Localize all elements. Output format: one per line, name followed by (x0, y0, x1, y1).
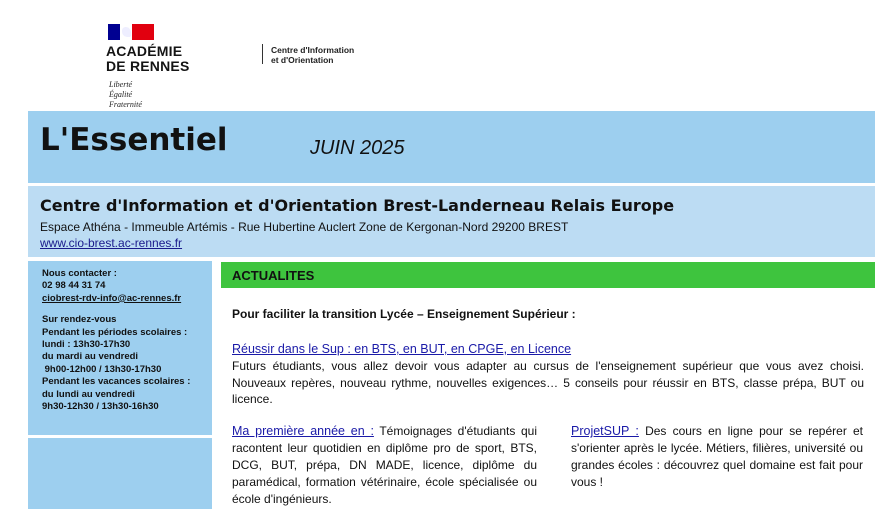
holidays-label: Pendant les vacances scolaires : (42, 376, 191, 388)
reussir-sup-text: Futurs étudiants, vous allez devoir vous adapter au cursus de l'enseignement supérieur que vous avez choisi. Nouveaux repères, nouveau rythme, nouvelles exigences… 5 conseils pour réussir en BTS, classe prépa, BUT ou licence. (232, 359, 864, 406)
marianne-flag-logo (108, 24, 154, 40)
first-year-article (232, 423, 537, 508)
service-line2: et d'Orientation (271, 55, 334, 65)
service-line1: Centre d'Information (271, 45, 355, 55)
academie-line1: ACADÉMIE (106, 43, 183, 59)
contact-details (42, 268, 190, 413)
academie-line2: DE RENNES (106, 58, 190, 74)
first-year-link[interactable]: Ma première année en : (232, 424, 374, 438)
news-section-bar (221, 262, 875, 288)
reussir-sup-link[interactable]: Réussir dans le Sup : en BTS, en BUT, en CPGE, en Licence (232, 342, 572, 356)
news-section-title: ACTUALITES (232, 268, 315, 283)
rdv-label: Sur rendez-vous (42, 314, 117, 326)
motto-egalite: Égalité (109, 90, 133, 99)
first-year-text: Témoignages d'étudiants qui racontent leur quotidien en diplôme pro de sport, BTS, DCG, BUT, prépa, DN MADE, licence, diplôme du paramédical, formation vétérinaire, école spécialisée ou école d'ingénieurs. (232, 424, 537, 506)
contact-label: Nous contacter : (42, 268, 117, 279)
contact-email-link[interactable]: ciobrest-rdv-info@ac-rennes.fr (42, 292, 182, 304)
newsletter-title: L'Essentiel (40, 122, 228, 158)
centre-website-link[interactable]: www.cio-brest.ac-rennes.fr (40, 236, 183, 250)
news-intro: Pour faciliter la transition Lycée – Enseignement Supérieur : (232, 307, 576, 321)
academie-logo-text (106, 44, 189, 74)
projetsup-link[interactable]: ProjetSUP : (571, 424, 639, 438)
motto-fraternite: Fraternité (109, 100, 142, 109)
projetsup-article (571, 423, 863, 491)
issue-date: JUIN 2025 (310, 137, 405, 159)
school-periods-label: Pendant les périodes scolaires : (42, 326, 188, 338)
projetsup-text: Des cours en ligne pour se repérer et s'orienter après le lycée. Métiers, filières, université ou grandes écoles : découvrez quel domaine est fait pour vous ! (571, 424, 863, 489)
contact-phone: 02 98 44 31 74 (42, 280, 106, 292)
tue-fri-label: du mardi au vendredi (42, 351, 139, 363)
republic-motto (109, 80, 142, 110)
mon-fri-label: du lundi au vendredi (42, 388, 135, 400)
centre-name: Centre d'Information et d'Orientation Brest-Landerneau Relais Europe (40, 196, 675, 215)
sidebar-lower-panel (28, 438, 212, 509)
mon-fri-hours: 9h30-12h30 / 13h30-16h30 (42, 401, 159, 413)
centre-address: Espace Athéna - Immeuble Artémis - Rue Hubertine Auclert Zone de Kergonan-Nord 29200 BREST (40, 220, 569, 234)
service-name (271, 45, 354, 65)
logo-separator (262, 44, 263, 64)
tue-fri-hours: 9h00-12h00 / 13h30-17h30 (42, 363, 162, 375)
motto-liberte: Liberté (109, 80, 133, 89)
monday-hours: lundi : 13h30-17h30 (42, 339, 131, 351)
